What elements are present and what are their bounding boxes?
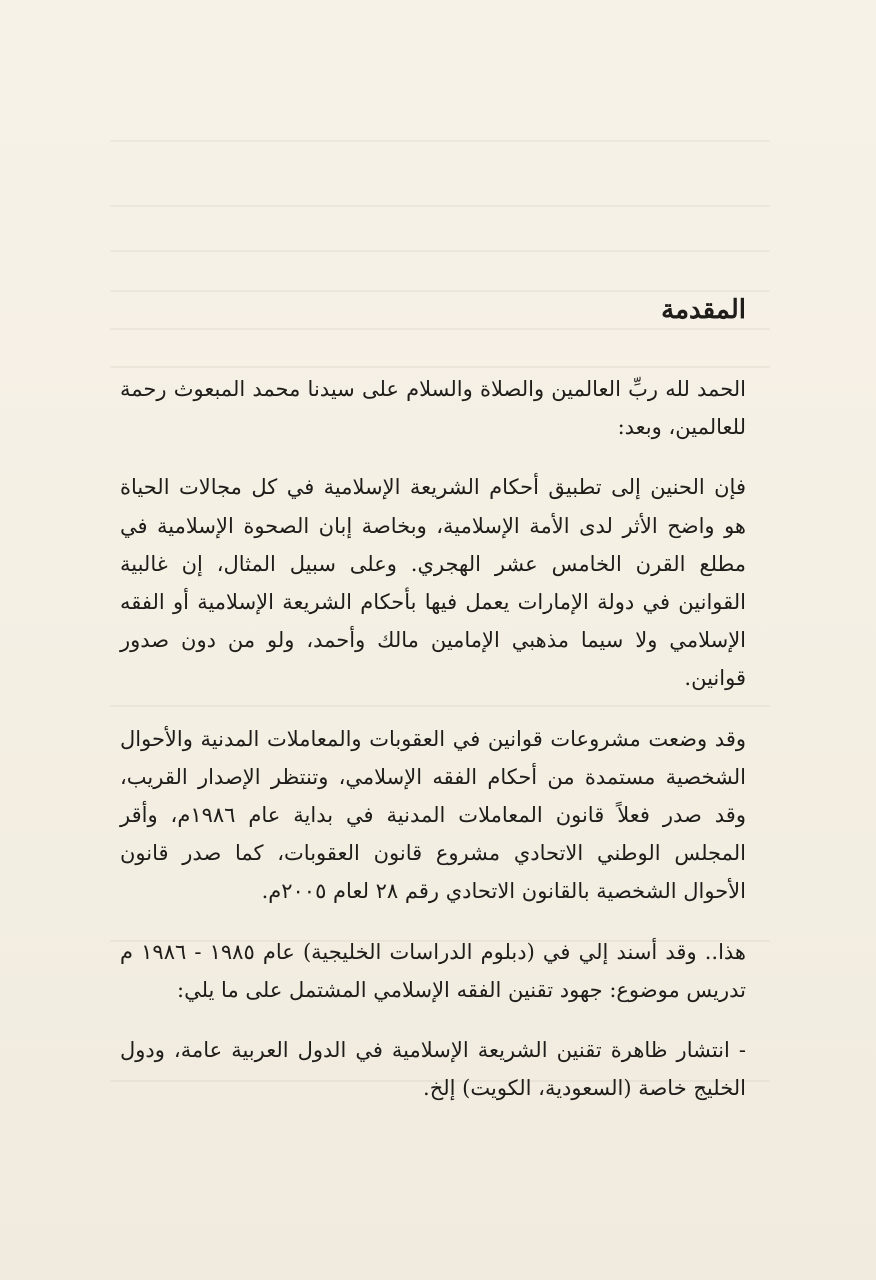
paragraph-2: فإن الحنين إلى تطبيق أحكام الشريعة الإسلامية في كل مجالات الحياة هو واضح الأثر لدى الأمة الإسلامية، وبخاصة إبان الصحوة الإسلامية في مطلع القرن الخامس عشر الهجري. وعلى سبيل المثال، إن غالبية القوانين في دولة الإمارات يعمل فيها بأحكام الشريعة الإسلامية أو الفقه الإسلامي ولا سيما مذهبي الإمامين مالك وأحمد، ولو من دون صدور قوانين. — [120, 475, 746, 691]
page-content — [120, 288, 746, 1129]
bleed-through-line — [110, 250, 770, 252]
paragraph-3: وقد وضعت مشروعات قوانين في العقوبات والمعاملات المدنية والأحوال الشخصية مستمدة من أحكام الفقه الإسلامي، وتنتظر الإصدار القريب، وقد صدر فعلاً قانون المعاملات المدنية في بداية عام ١٩٨٦م، وأقر المجلس الوطني الاتحادي مشروع قانون العقوبات، كما صدر قانون الأحوال الشخصية بالقانون الاتحادي رقم ٢٨ لعام ٢٠٠٥م. — [120, 726, 746, 904]
bleed-through-line — [110, 140, 770, 142]
paragraph-4: هذا.. وقد أسند إلي في (دبلوم الدراسات الخليجية) عام ١٩٨٥ - ١٩٨٦ م تدريس موضوع: جهود تقنين الفقه الإسلامي المشتمل على ما يلي: — [120, 939, 746, 1002]
bleed-through-line — [110, 205, 770, 207]
paragraph-1: الحمد لله ربِّ العالمين والصلاة والسلام على سيدنا محمد المبعوث رحمة للعالمين، وبعد: — [120, 377, 746, 440]
page-title: المقدمة — [661, 295, 746, 325]
paragraph-5: - انتشار ظاهرة تقنين الشريعة الإسلامية في الدول العربية عامة، ودول الخليج خاصة (السعودية، الكويت) إلخ. — [120, 1038, 746, 1101]
